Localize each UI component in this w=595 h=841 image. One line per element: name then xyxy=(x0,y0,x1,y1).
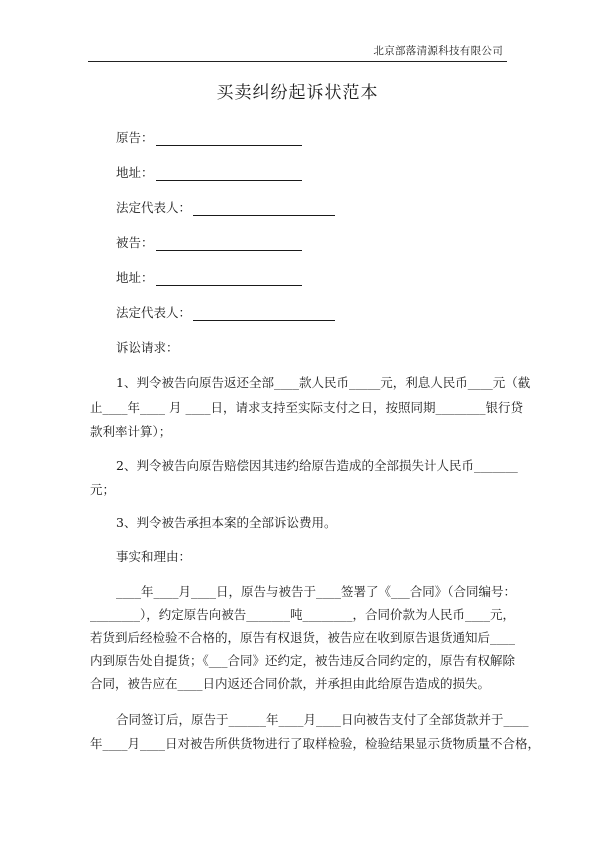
plaintiff-label: 原告： xyxy=(116,130,154,145)
header-company-name: 北京部落清源科技有限公司 xyxy=(373,45,503,57)
defendant-address-label: 地址： xyxy=(116,270,154,285)
facts-paragraph-1-line-2: ________），约定原告向被告_______吨________，合同价款为人民币____元， xyxy=(90,607,516,622)
defendant-rep-blank-line xyxy=(193,306,335,321)
claim-1-line-1: 1、判令被告向原告返还全部____款人民币_____元，利息人民币____元（截 xyxy=(116,375,531,390)
claim-2-line-2: 元； xyxy=(90,482,116,497)
plaintiff-rep-blank-line xyxy=(193,201,335,216)
plaintiff-address-blank-line xyxy=(156,166,302,181)
facts-paragraph-1-line-4: 内到原告处自提货；《___合同》还约定，被告违反合同约定的，原告有权解除 xyxy=(90,653,516,668)
claim-1-line-3: 款利率计算）； xyxy=(90,424,172,439)
facts-heading: 事实和理由： xyxy=(116,549,192,564)
plaintiff-address-label: 地址： xyxy=(116,165,154,180)
facts-paragraph-1-line-5: 合同，被告应在____日内返还合同价款，并承担由此给原告造成的损失。 xyxy=(90,676,491,691)
defendant-rep-field xyxy=(116,303,335,321)
facts-paragraph-2-line-2: 年____月____日对被告所供货物进行了取样检验，检验结果显示货物质量不合格， xyxy=(90,736,541,751)
facts-paragraph-1-line-3: 若货到后经检验不合格的，原告有权退货，被告应在收到原告退货通知后____ xyxy=(90,630,516,645)
plaintiff-rep-label: 法定代表人： xyxy=(116,200,192,215)
defendant-label: 被告： xyxy=(116,235,154,250)
plaintiff-field xyxy=(116,128,302,146)
document-title: 买卖纠纷起诉状范本 xyxy=(216,83,379,103)
header-divider xyxy=(88,61,507,62)
claim-3-line-1: 3、判令被告承担本案的全部诉讼费用。 xyxy=(116,515,337,530)
claims-heading: 诉讼请求： xyxy=(116,340,179,355)
defendant-rep-label: 法定代表人： xyxy=(116,305,192,320)
facts-paragraph-1-line-1: ____年____月____日，原告与被告于____签署了《___合同》（合同编号： xyxy=(116,584,517,599)
facts-paragraph-2-line-1: 合同签订后，原告于______年____月____日向被告支付了全部货款并于____ xyxy=(116,712,529,727)
defendant-blank-line xyxy=(156,236,302,251)
plaintiff-address-field xyxy=(116,163,302,181)
claim-1-line-2: 止____年____ 月 ____日，请求支持至实际支付之日，按照同期________银行贷 xyxy=(90,400,523,415)
defendant-field xyxy=(116,233,302,251)
plaintiff-blank-line xyxy=(156,131,302,146)
plaintiff-rep-field xyxy=(116,198,335,216)
claim-2-line-1: 2、判令被告向原告赔偿因其违约给原告造成的全部损失计人民币_______ xyxy=(116,458,518,473)
defendant-address-field xyxy=(116,268,302,286)
defendant-address-blank-line xyxy=(156,271,302,286)
